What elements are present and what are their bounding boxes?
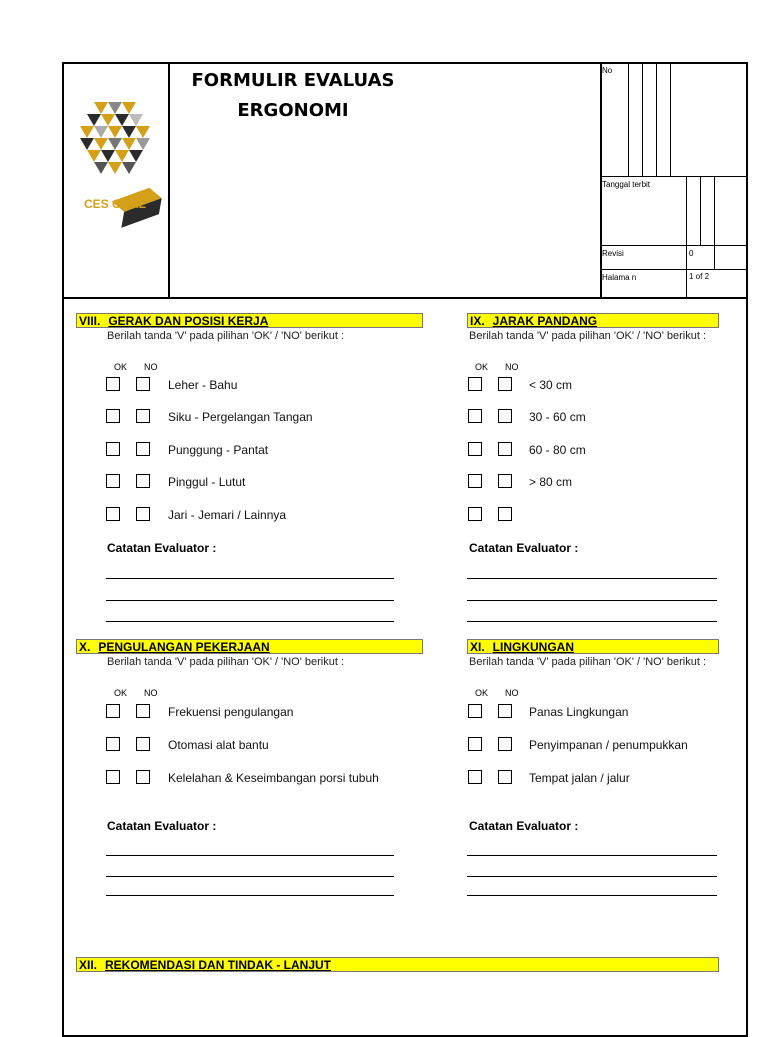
section-ix-title: [467, 313, 719, 328]
section-name: LINGKUNGAN: [492, 640, 574, 654]
checkbox-ok[interactable]: [468, 442, 482, 456]
checkbox-ok[interactable]: [106, 442, 120, 456]
halaman-label: Halama n: [602, 273, 637, 282]
checkbox-ok[interactable]: [106, 507, 120, 521]
no-column-label: NO: [144, 362, 158, 372]
checkbox-no[interactable]: [498, 474, 512, 488]
checkbox-no[interactable]: [498, 770, 512, 784]
section-name: PENGULANGAN PEKERJAAN: [98, 640, 270, 654]
checkbox-ok[interactable]: [468, 770, 482, 784]
no-label: No: [602, 66, 613, 75]
section-ix-instruction: Berilah tanda 'V' pada pilihan 'OK' / 'NO' berikut :: [469, 330, 707, 342]
checkbox-ok[interactable]: [106, 737, 120, 751]
check-item: Otomasi alat bantu: [168, 738, 269, 752]
note-line[interactable]: [467, 855, 717, 856]
check-item: Jari - Jemari / Lainnya: [168, 508, 287, 522]
svg-text:CES COAL: CES COAL: [84, 197, 147, 211]
check-item: 60 - 80 cm: [529, 443, 586, 457]
section-number: XII.: [79, 958, 98, 972]
checkbox-ok[interactable]: [468, 474, 482, 488]
section-x-instruction: Berilah tanda 'V' pada pilihan 'OK' / 'NO' berikut :: [107, 656, 345, 668]
section-xi-instruction: Berilah tanda 'V' pada pilihan 'OK' / 'NO' berikut :: [469, 656, 707, 668]
check-item: Panas Lingkungan: [529, 705, 629, 719]
checkbox-ok[interactable]: [106, 377, 120, 391]
ok-column-label: OK: [475, 688, 489, 698]
checkbox-no[interactable]: [498, 507, 512, 521]
company-logo: [64, 84, 168, 284]
checkbox-no[interactable]: [498, 377, 512, 391]
note-line[interactable]: [106, 855, 394, 856]
check-item: Siku - Pergelangan Tangan: [168, 410, 313, 424]
checkbox-ok[interactable]: [468, 737, 482, 751]
form-title-line1: FORMULIR EVALUAS: [191, 70, 395, 91]
note-line[interactable]: [467, 895, 717, 896]
note-line[interactable]: [467, 876, 717, 877]
catatan-evaluator-label: Catatan Evaluator :: [107, 541, 217, 555]
ok-column-label: OK: [114, 688, 128, 698]
check-item: Kelelahan & Keseimbangan porsi tubuh: [168, 771, 379, 785]
title-cell: [168, 64, 602, 297]
section-xii-title: [76, 957, 719, 972]
note-line[interactable]: [106, 578, 394, 579]
note-line[interactable]: [467, 621, 717, 622]
ok-column-label: OK: [114, 362, 128, 372]
note-line[interactable]: [106, 621, 394, 622]
check-item: Pinggul - Lutut: [168, 475, 246, 489]
section-number: XI.: [470, 640, 485, 654]
checkbox-no[interactable]: [136, 507, 150, 521]
catatan-evaluator-label: Catatan Evaluator :: [469, 819, 579, 833]
checkbox-ok[interactable]: [106, 704, 120, 718]
form-title-line2: ERGONOMI: [237, 100, 349, 121]
catatan-evaluator-label: Catatan Evaluator :: [107, 819, 217, 833]
section-number: IX.: [470, 314, 485, 328]
note-line[interactable]: [467, 578, 717, 579]
checkbox-no[interactable]: [136, 737, 150, 751]
section-number: X.: [79, 640, 91, 654]
section-xi-title: [467, 639, 719, 654]
revisi-value: 0: [689, 249, 694, 258]
checkbox-no[interactable]: [498, 409, 512, 423]
section-number: VIII.: [79, 314, 101, 328]
checkbox-no[interactable]: [136, 704, 150, 718]
catatan-evaluator-label: Catatan Evaluator :: [469, 541, 579, 555]
note-line[interactable]: [106, 876, 394, 877]
checkbox-no[interactable]: [136, 442, 150, 456]
check-item: > 80 cm: [529, 475, 573, 489]
no-column-label: NO: [505, 688, 519, 698]
check-item: Tempat jalan / jalur: [529, 771, 630, 785]
checkbox-ok[interactable]: [106, 409, 120, 423]
no-column-label: NO: [144, 688, 158, 698]
checkbox-no[interactable]: [498, 442, 512, 456]
document-meta: [600, 64, 746, 297]
note-line[interactable]: [106, 895, 394, 896]
logo-cell: [64, 64, 170, 297]
checkbox-no[interactable]: [136, 409, 150, 423]
revisi-label: Revisi: [602, 249, 624, 258]
checkbox-no[interactable]: [136, 377, 150, 391]
form-frame: [62, 62, 748, 1037]
checkbox-ok[interactable]: [106, 770, 120, 784]
section-name: JARAK PANDANG: [492, 314, 598, 328]
section-name: GERAK DAN POSISI KERJA: [108, 314, 269, 328]
checkbox-no[interactable]: [498, 737, 512, 751]
checkbox-no[interactable]: [498, 704, 512, 718]
section-x-title: [76, 639, 423, 654]
ok-column-label: OK: [475, 362, 489, 372]
check-item: Leher - Bahu: [168, 378, 238, 392]
halaman-value: 1 of 2: [689, 272, 710, 281]
checkbox-ok[interactable]: [468, 409, 482, 423]
checkbox-ok[interactable]: [468, 377, 482, 391]
section-name: REKOMENDASI DAN TINDAK - LANJUT: [105, 958, 332, 972]
checkbox-ok[interactable]: [468, 507, 482, 521]
note-line[interactable]: [106, 600, 394, 601]
checkbox-no[interactable]: [136, 770, 150, 784]
checkbox-ok[interactable]: [468, 704, 482, 718]
check-item: Frekuensi pengulangan: [168, 705, 294, 719]
note-line[interactable]: [467, 600, 717, 601]
check-item: Penyimpanan / penumpukkan: [529, 738, 688, 752]
check-item: 30 - 60 cm: [529, 410, 586, 424]
section-viii-instruction: Berilah tanda 'V' pada pilihan 'OK' / 'NO' berikut :: [107, 330, 345, 342]
no-column-label: NO: [505, 362, 519, 372]
tanggal-terbit-label: Tanggal terbit: [602, 180, 651, 189]
section-viii-title: [76, 313, 423, 328]
form-header: [64, 64, 746, 299]
check-item: Punggung - Pantat: [168, 443, 269, 457]
check-item: < 30 cm: [529, 378, 573, 392]
checkbox-no[interactable]: [136, 474, 150, 488]
checkbox-ok[interactable]: [106, 474, 120, 488]
